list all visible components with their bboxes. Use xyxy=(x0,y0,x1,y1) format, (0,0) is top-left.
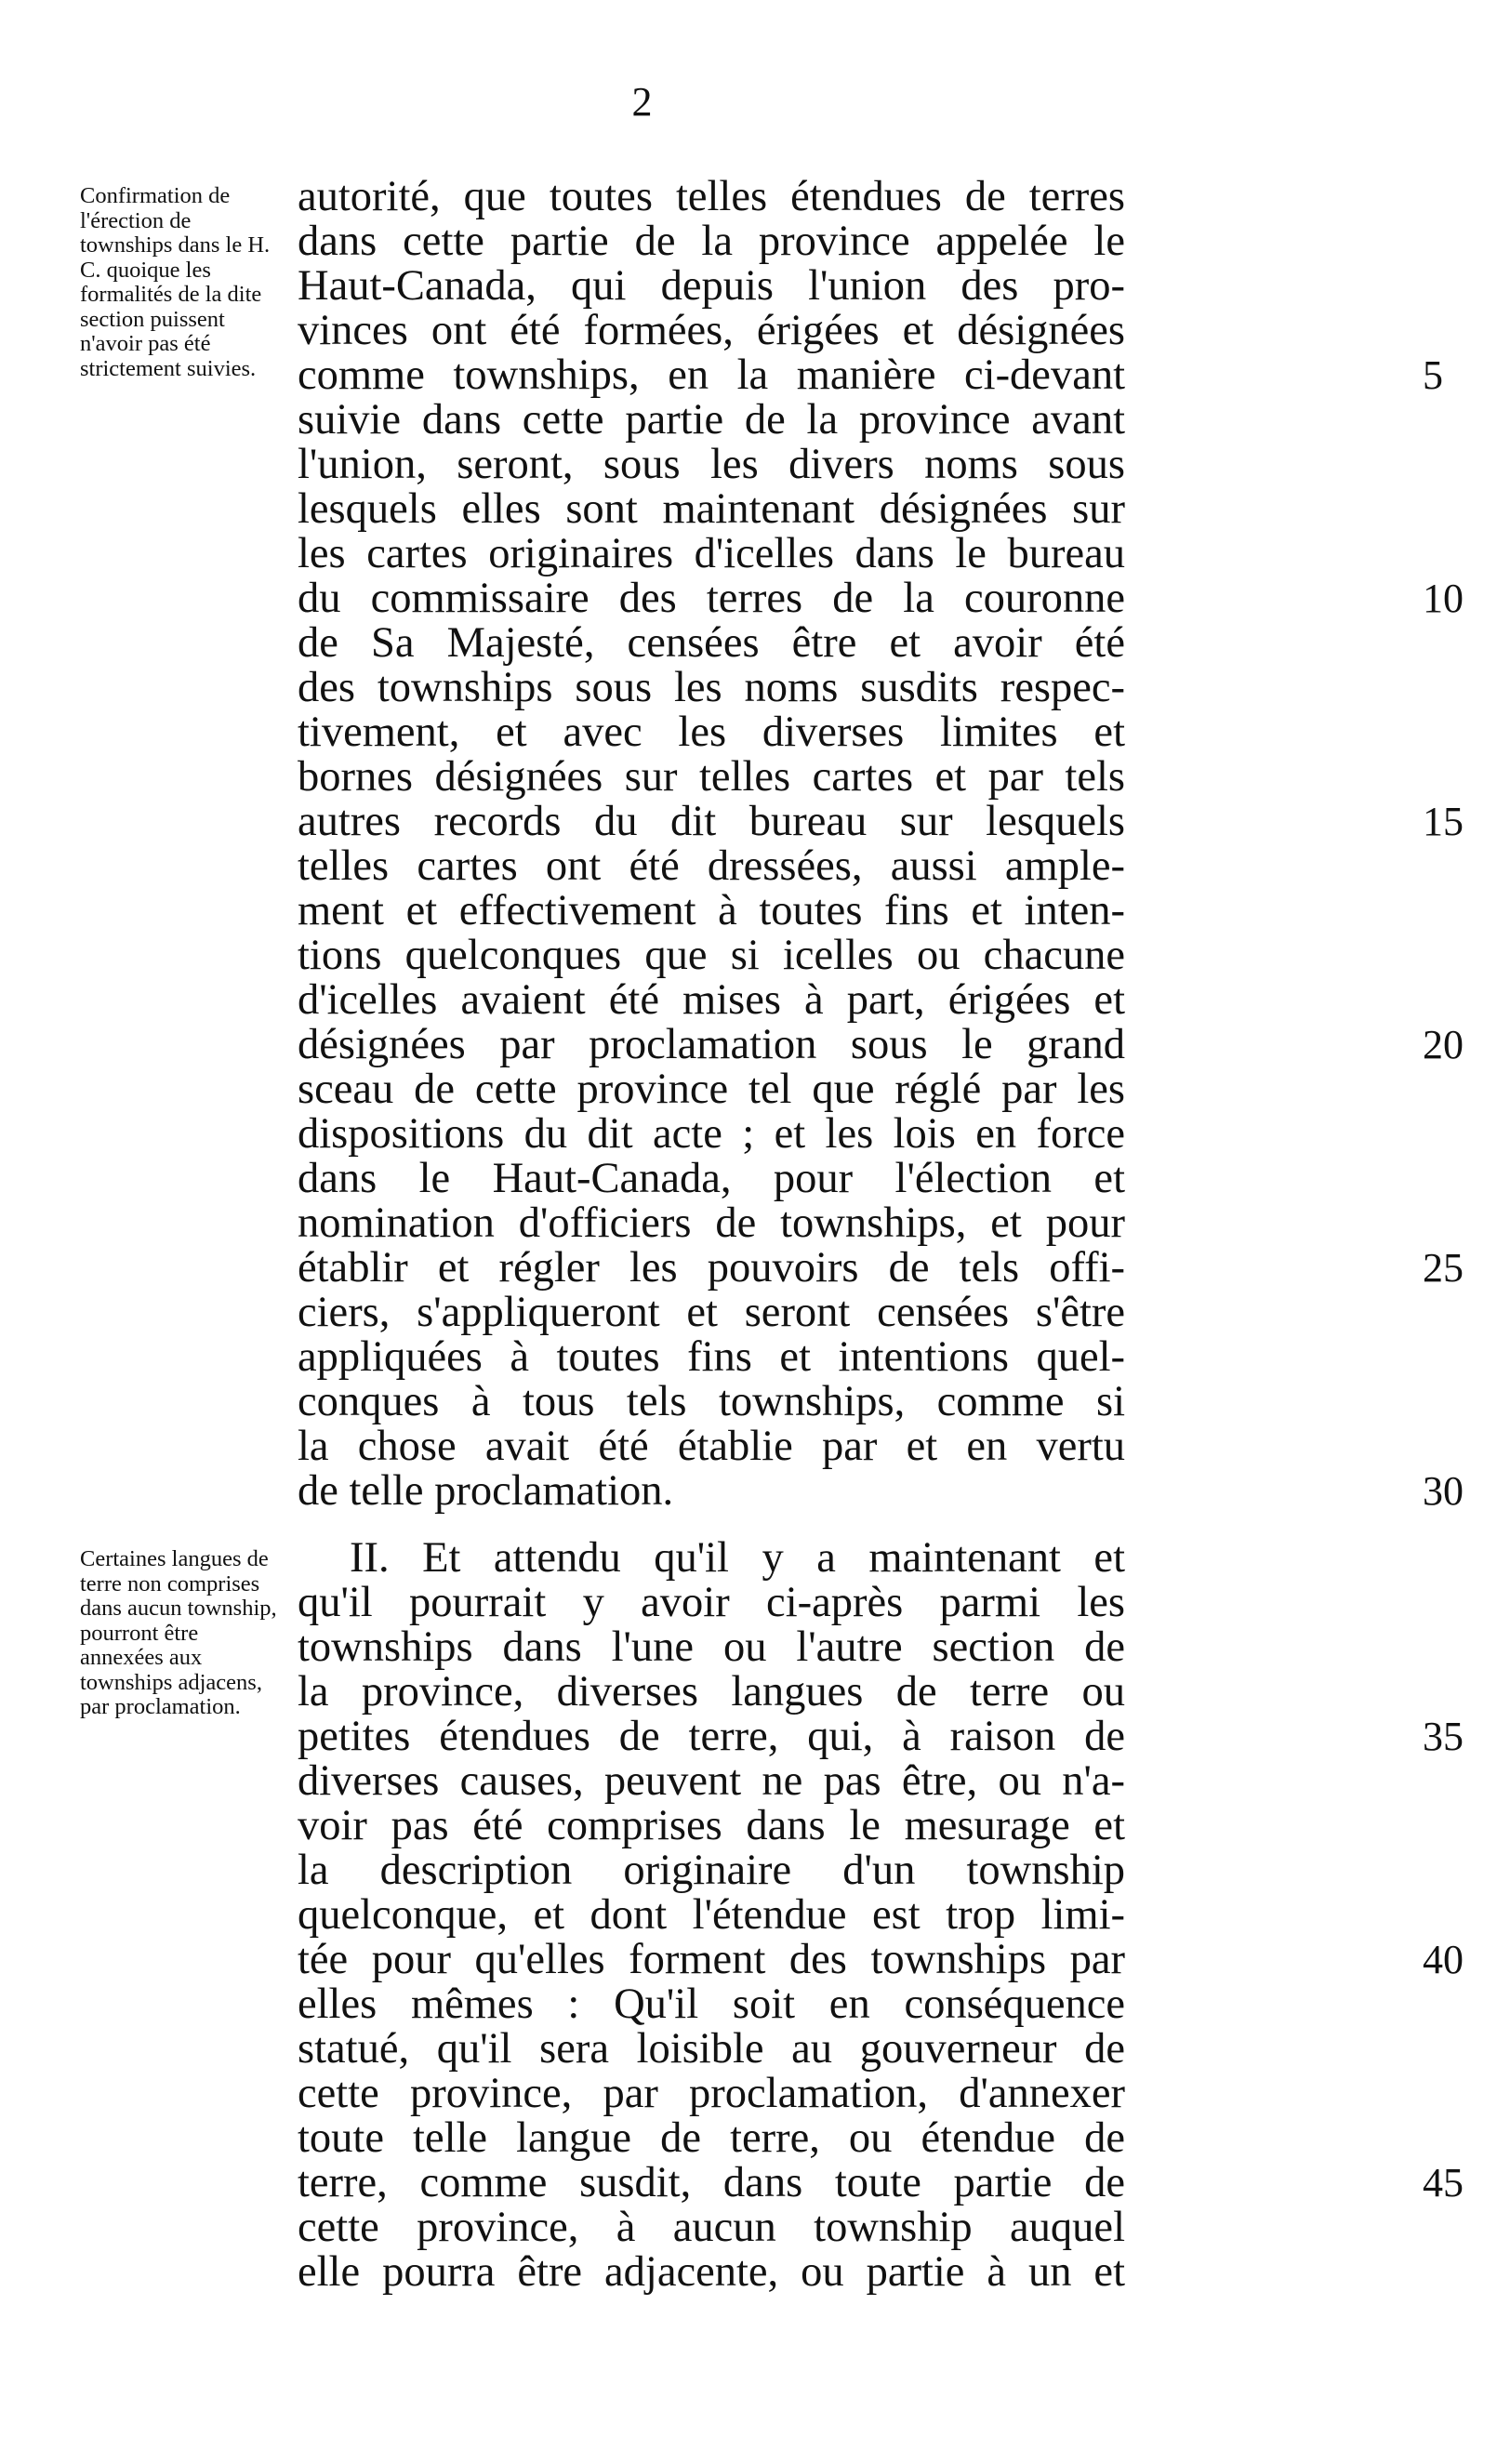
line-number: 40 xyxy=(1423,1937,1464,1982)
text-line: lesquels elles sont maintenant désignées sur xyxy=(298,485,1125,533)
text-line: l'union, seront, sous les divers noms sous xyxy=(298,441,1125,488)
line-number: 35 xyxy=(1423,1714,1464,1759)
text-line: ciers, s'appliqueront et seront censées s'être xyxy=(298,1289,1125,1336)
text-line: de telle proclamation. xyxy=(298,1467,674,1515)
text-line: tée pour qu'elles forment des townships par xyxy=(298,1936,1125,1983)
line-number: 5 xyxy=(1423,352,1443,398)
text-line: II. Et attendu qu'il y a maintenant et xyxy=(350,1534,1125,1582)
text-line: bornes désignées sur telles cartes et par tels xyxy=(298,753,1125,801)
margin-note-confirmation: Confirmation de l'érection de townships dans le H. C. quoique les formalités de la dite section puissent n'avoir pas été strictement suivies. xyxy=(80,183,271,381)
line-number: 10 xyxy=(1423,576,1464,621)
text-line: elles mêmes : Qu'il soit en conséquence xyxy=(298,1980,1125,2028)
page-number: 2 xyxy=(631,79,653,125)
text-line: comme townships, en la manière ci-devant xyxy=(298,351,1125,399)
text-line: cette province, à aucun township auquel xyxy=(298,2204,1125,2251)
text-line: conques à tous tels townships, comme si xyxy=(298,1378,1125,1425)
text-line: terre, comme susdit, dans toute partie de xyxy=(298,2159,1125,2206)
text-line: appliquées à toutes fins et intentions quel- xyxy=(298,1333,1125,1381)
text-line: quelconque, et dont l'étendue est trop limi- xyxy=(298,1891,1125,1939)
text-line: vinces ont été formées, érigées et désignées xyxy=(298,307,1125,354)
text-line: la province, diverses langues de terre ou xyxy=(298,1668,1125,1716)
text-line: d'icelles avaient été mises à part, érigées et xyxy=(298,976,1125,1024)
text-line: du commissaire des terres de la couronne xyxy=(298,575,1125,622)
text-line: établir et régler les pouvoirs de tels offi- xyxy=(298,1244,1125,1292)
text-line: dispositions du dit acte ; et les lois en force xyxy=(298,1110,1125,1158)
line-number: 25 xyxy=(1423,1245,1464,1291)
text-line: autres records du dit bureau sur lesquels xyxy=(298,798,1125,845)
text-line: dans le Haut-Canada, pour l'élection et xyxy=(298,1155,1125,1202)
text-line: telles cartes ont été dressées, aussi ample- xyxy=(298,842,1125,890)
text-line: désignées par proclamation sous le grand xyxy=(298,1021,1125,1068)
text-line: nomination d'officiers de townships, et pour xyxy=(298,1199,1125,1247)
line-number: 45 xyxy=(1423,2160,1464,2206)
text-line: tions quelconques que si icelles ou chacune xyxy=(298,932,1125,979)
margin-note-langues-de-terre: Certaines langues de terre non comprises dans aucun township, pourront être annexées aux townships adjacens, par proclamation. xyxy=(80,1546,277,1719)
line-number: 20 xyxy=(1423,1022,1464,1067)
text-line: de Sa Majesté, censées être et avoir été xyxy=(298,619,1125,667)
text-line: elle pourra être adjacente, ou partie à un et xyxy=(298,2248,1125,2296)
text-line: cette province, par proclamation, d'annexer xyxy=(298,2070,1125,2117)
text-line: tivement, et avec les diverses limites et xyxy=(298,709,1125,756)
text-line: les cartes originaires d'icelles dans le bureau xyxy=(298,530,1125,577)
line-number: 15 xyxy=(1423,799,1464,844)
text-line: suivie dans cette partie de la province avant xyxy=(298,396,1125,444)
text-line: diverses causes, peuvent ne pas être, ou n'a- xyxy=(298,1757,1125,1805)
text-line: ment et effectivement à toutes fins et inten- xyxy=(298,887,1125,934)
text-line: qu'il pourrait y avoir ci-après parmi les xyxy=(298,1579,1125,1626)
text-line: des townships sous les noms susdits respec- xyxy=(298,664,1125,711)
line-number: 30 xyxy=(1423,1468,1464,1514)
text-line: Haut-Canada, qui depuis l'union des pro- xyxy=(298,262,1125,310)
text-line: sceau de cette province tel que réglé par les xyxy=(298,1066,1125,1113)
text-line: townships dans l'une ou l'autre section de xyxy=(298,1623,1125,1671)
text-line: la chose avait été établie par et en vertu xyxy=(298,1423,1125,1470)
text-line: autorité, que toutes telles étendues de terres xyxy=(298,173,1125,220)
text-line: statué, qu'il sera loisible au gouverneur de xyxy=(298,2025,1125,2073)
text-line: dans cette partie de la province appelée le xyxy=(298,218,1125,265)
text-line: toute telle langue de terre, ou étendue de xyxy=(298,2114,1125,2162)
text-line: la description originaire d'un township xyxy=(298,1847,1125,1894)
text-line: voir pas été comprises dans le mesurage et xyxy=(298,1802,1125,1849)
text-line: petites étendues de terre, qui, à raison de xyxy=(298,1713,1125,1760)
